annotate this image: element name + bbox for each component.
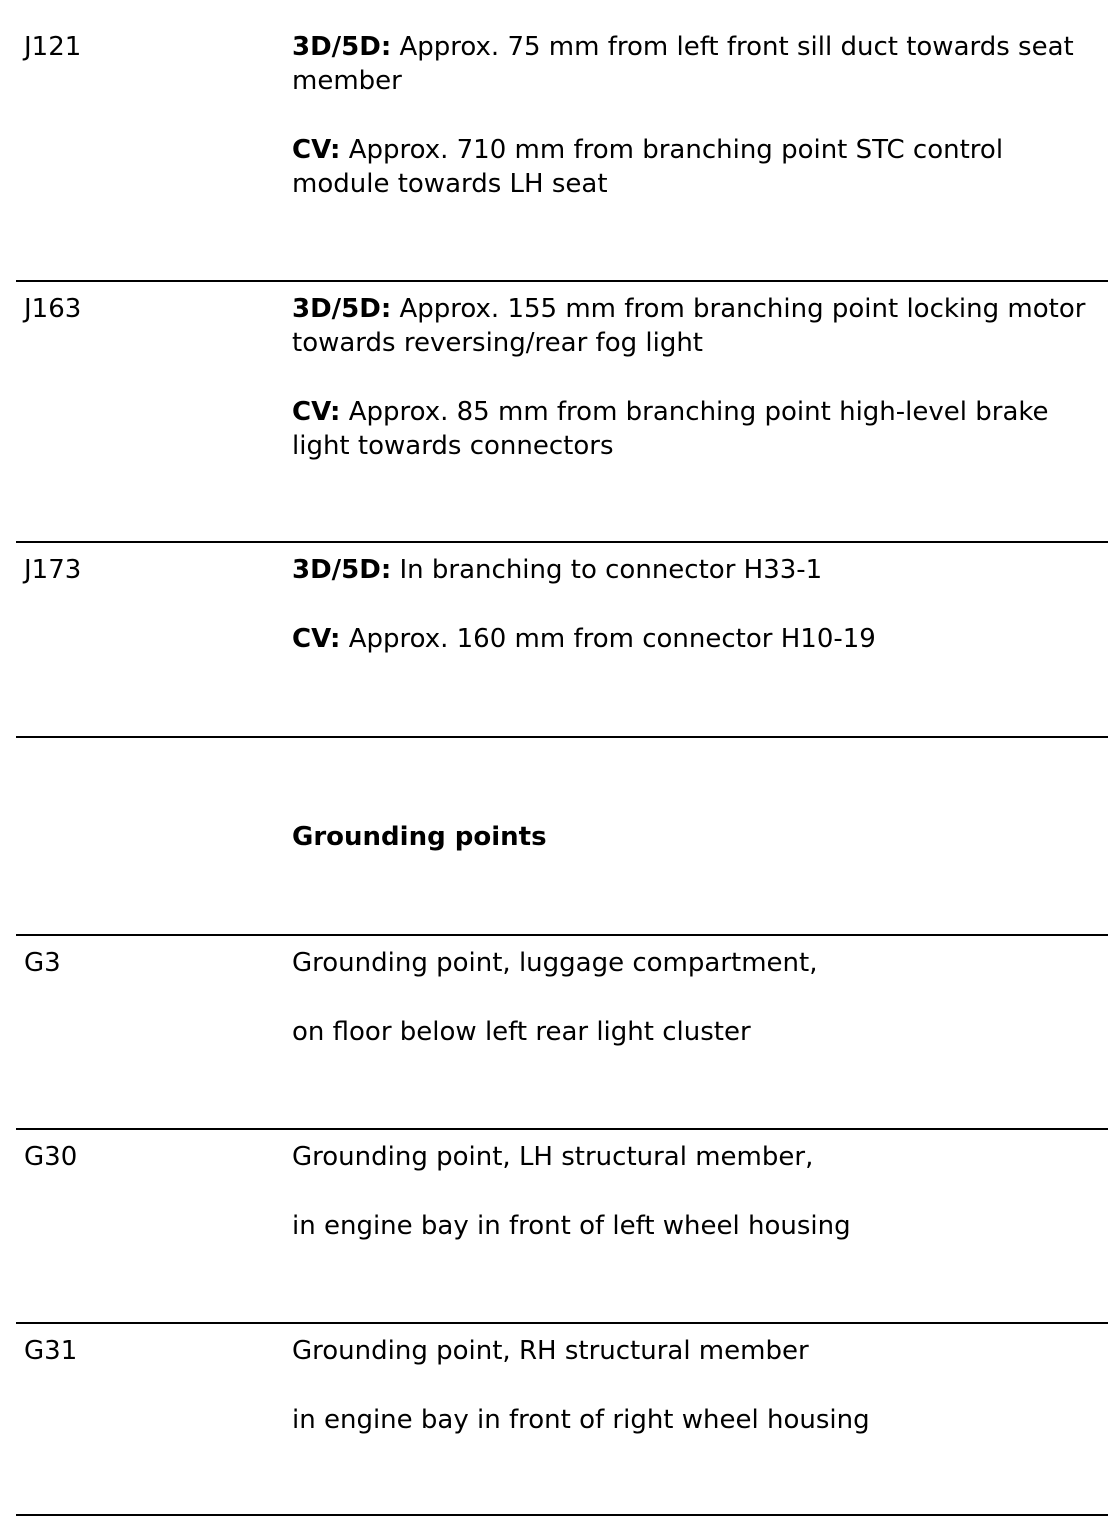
variant-label: CV: <box>292 135 341 165</box>
connector-location-cv <box>292 622 1092 656</box>
grounding-code: G3 <box>24 948 61 978</box>
location-text: Approx. 710 mm from branching point STC control module towards LH seat <box>292 135 1004 199</box>
grounding-location: in engine bay in front of left wheel housing <box>292 1211 851 1241</box>
grounding-description: Grounding point, LH structural member, <box>292 1142 814 1172</box>
grounding-description: Grounding point, RH structural member <box>292 1336 809 1366</box>
grounding-code: G31 <box>24 1336 78 1366</box>
variant-label: 3D/5D: <box>292 555 392 585</box>
connector-code: J163 <box>24 294 82 324</box>
section-heading: Grounding points <box>292 822 547 852</box>
grounding-location: on floor below left rear light cluster <box>292 1017 751 1047</box>
connector-location-cv <box>292 395 1092 463</box>
row-divider <box>16 1322 1108 1324</box>
grounding-description: Grounding point, luggage compartment, <box>292 948 818 978</box>
connector-location-3d5d <box>292 30 1092 98</box>
grounding-code: G30 <box>24 1142 78 1172</box>
connector-code: J121 <box>24 32 82 62</box>
location-text: Approx. 160 mm from connector H10-19 <box>340 624 876 654</box>
connector-code: J173 <box>24 555 82 585</box>
variant-label: CV: <box>292 624 341 654</box>
grounding-location: in engine bay in front of right wheel housing <box>292 1405 870 1435</box>
row-divider <box>16 934 1108 936</box>
location-text: Approx. 155 mm from branching point locking motor towards reversing/rear fog light <box>292 294 1086 358</box>
row-divider <box>16 736 1108 738</box>
variant-label: 3D/5D: <box>292 294 392 324</box>
row-divider <box>16 280 1108 282</box>
row-divider <box>16 1514 1108 1516</box>
location-text: In branching to connector H33-1 <box>391 555 823 585</box>
row-divider <box>16 1128 1108 1130</box>
location-text: Approx. 85 mm from branching point high-level brake light towards connectors <box>292 397 1049 461</box>
row-divider <box>16 541 1108 543</box>
variant-label: 3D/5D: <box>292 32 392 62</box>
connector-location-3d5d <box>292 553 1092 587</box>
variant-label: CV: <box>292 397 341 427</box>
connector-location-3d5d <box>292 292 1092 360</box>
connector-location-cv <box>292 133 1092 201</box>
location-text: Approx. 75 mm from left front sill duct towards seat member <box>292 32 1074 96</box>
